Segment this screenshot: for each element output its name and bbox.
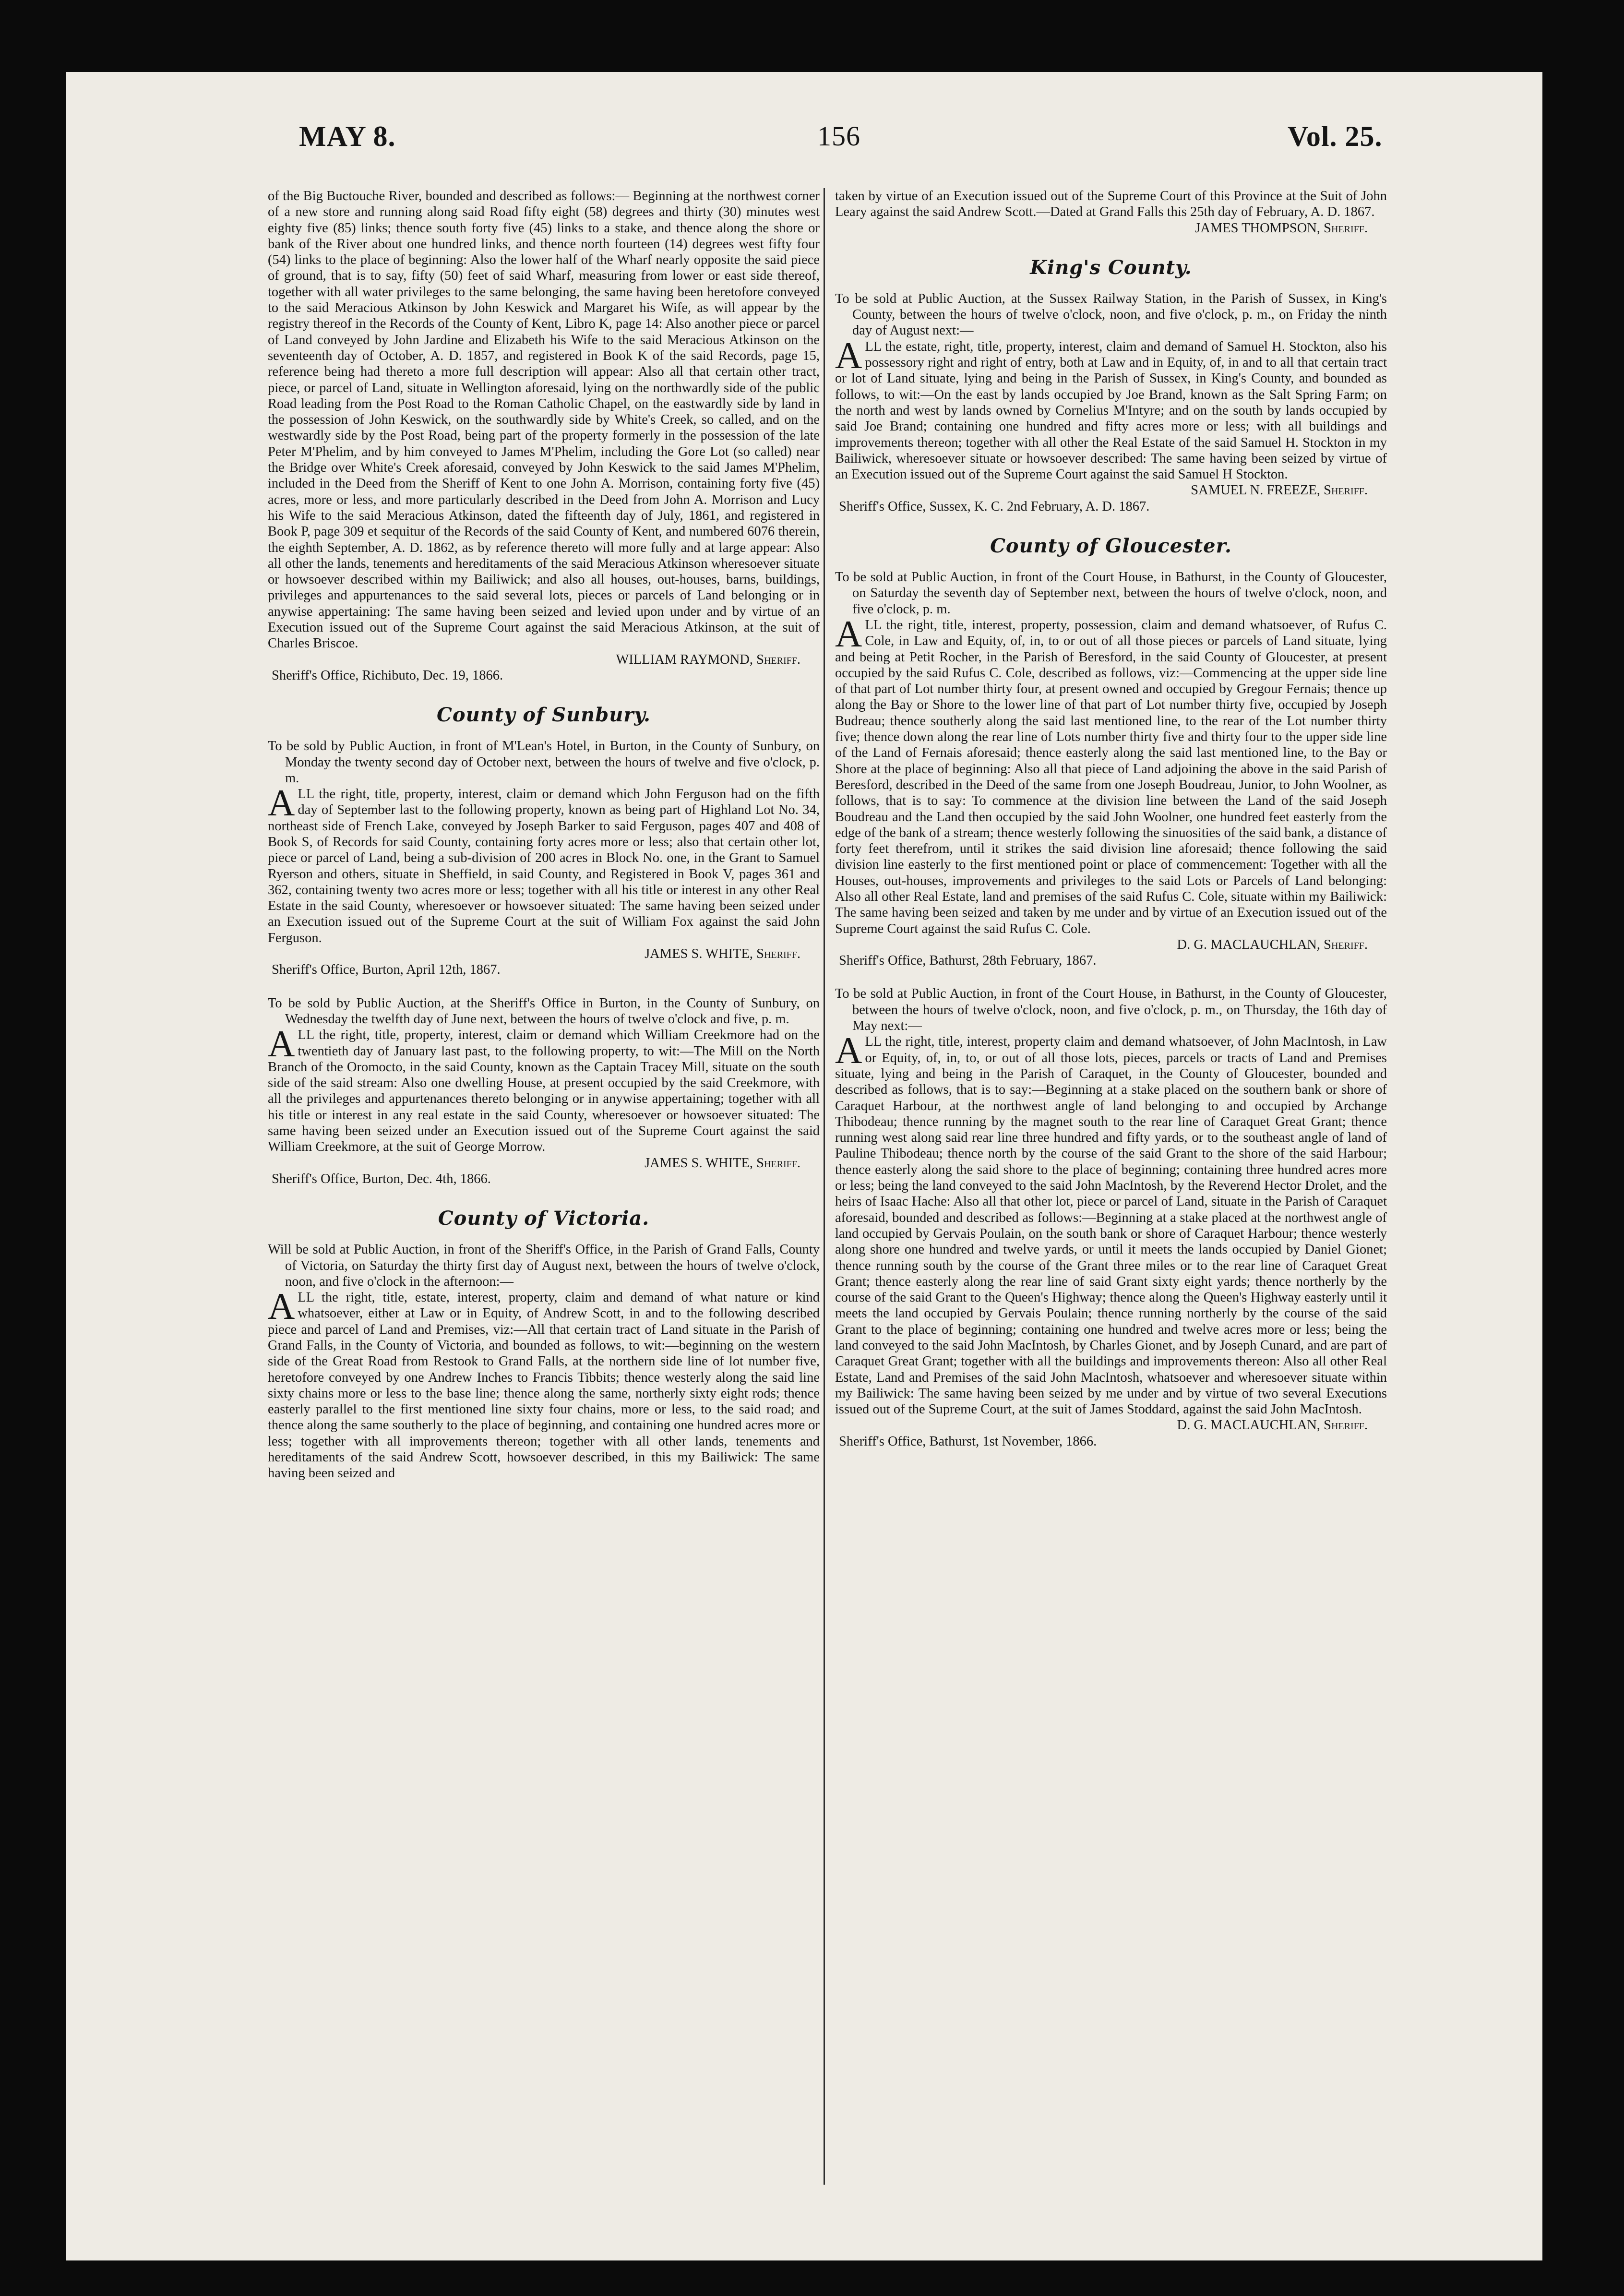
section-title-victoria: County of Victoria. [438, 1207, 650, 1230]
sheriff-office-line: Sheriff's Office, Richibuto, Dec. 19, 1866. [272, 668, 503, 683]
notice-heading: To be sold at Public Auction, at the Sussex Railway Station, in the Parish of Sussex, in King's County, between the hours of twelve o'clock, noon, and five o'clock, p. m., on Friday the ninth day of August next:— [835, 291, 1387, 338]
sale-notice [835, 569, 1387, 969]
notice-heading: To be sold by Public Auction, in front of M'Lean's Hotel, in Burton, in the County of Sunbury, on Monday the twenty second day of October next, between the hours of twelve and five o'clock, p. m. [268, 739, 820, 786]
sheriff-office-line: Sheriff's Office, Bathurst, 28th February, 1867. [839, 953, 1097, 969]
sheriff-signature: JAMES THOMPSON, Sheriff. [1195, 220, 1368, 236]
sheriff-signature: D. G. MACLAUCHLAN, Sheriff. [1177, 937, 1368, 952]
column-divider [824, 188, 825, 2185]
notice-heading: To be sold at Public Auction, in front of the Court House, in Bathurst, in the County of Gloucester, between the hours of twelve o'clock, noon, and five o'clock, p. m., on Thursday, the 16th day of May next:— [835, 986, 1387, 1034]
drop-cap: A [268, 1285, 295, 1327]
drop-cap: A [268, 1023, 295, 1065]
notice-body: LL the right, title, estate, interest, property, claim and demand of what nature or kind whatsoever, either at Law or in Equity, of Andrew Scott, in and to the following described piece and parcel of Land and Premises, viz:—All that certain tract of Land situate in the Parish of Grand Falls, in the County of Victoria, and bounded as follows, to wit:—beginning on the western side of the Great Road from Restook to Grand Falls, at the northern side line of lot number five, heretofore conveyed by one Andrew Inches to Francis Tibbits; thence westerly along the said line sixty chains more or less to the base line; thence along the same, northerly sixty eight rods; thence easterly parallel to the first mentioned line sixty four chains, more or less, to the said road; and thence along the same southerly to the place of beginning, and containing one hundred acres more or less; together with all improvements thereon; together with all other lands, tenements and hereditaments of the said Andrew Scott, howsoever described, in this my Bailiwick: The same having been seized and [268, 1290, 820, 1481]
sheriff-office-line: Sheriff's Office, Bathurst, 1st November, 1866. [839, 1434, 1097, 1449]
page-number: 156 [817, 120, 860, 152]
notice-body: LL the estate, right, title, property, interest, claim and demand of Samuel H. Stockton, also his possessory right and right of entry, both at Law and in Equity, of, in and to all that certain tract or lot of Land situate, lying and being in the Parish of Sussex, in King's County, and bounded as follows, to wit:—On the east by lands occupied by Joe Brand, known as the Salt Spring Farm; on the north and west by lands owned by Cornelius M'Intyre; and on the south by lands occupied by said Joe Brand; containing one hundred and fifty acres more or less; with all buildings and improvements thereon; together with all other the Real Estate of the said Samuel H. Stockton in my Bailiwick, wheresoever situate or howsoever described: The same having been seized by virtue of an Execution issued out of the Supreme Court against the said Samuel H Stockton. [835, 339, 1387, 482]
notice-body: LL the right, title, interest, property, possession, claim and demand whatsoever, of Rufus C. Cole, in Law and Equity, of, in, to or out of all those pieces or parcels of Land situate, lying and being at Petit Rocher, in the Parish of Beresford, in the said County of Gloucester, at present occupied by the said Rufus C. Cole, described as follows, viz:—Commencing at the upper side line of that part of Lot number thirty four, at present owned and occupied by Gregour Fernais; thence up along the Bay or Shore to the lower line of that part of Lot number thirty five, occupied by Joseph Budreau; thence southerly along the said last mentioned line, to the rear of the Lot number thirty five; thence down along the rear line of Lots number thirty five and thirty four to the upper side line of the Land of Fernais aforesaid; thence easterly along the said last mentioned line, to the Bay or Shore at the place of beginning: Also all that piece of Land adjoining the above in the said Parish of Beresford, described in the Deed of the same from one Joseph Boudreau, Junior, to John Woolner, as follows, that is to say: To commence at the division line between the Land of the said Joseph Boudreau and the Land then occupied by the said John Woolner, one hundred feet easterly from the edge of the bank of a stream; thence westerly following the sinuosities of the said bank, a distance of forty feet therefrom, until it strikes the said division line aforesaid; thence following the said division line easterly to the first mentioned point or place of commencement: Together with all the Houses, out-houses, improvements and privileges to the said Lots or Parcels of Land belonging: Also all other Real Estate, land and premises of the said Rufus C. Cole, situate within my Bailiwick: The same having been seized and taken by me under and by virtue of an Execution issued out of the Supreme Court against the said Rufus C. Cole. [835, 617, 1387, 936]
right-column [835, 188, 1387, 2204]
notice-body: LL the right, title, property, interest, claim or demand which John Ferguson had on the fifth day of September last to the following property, known as being part of Highland Lot No. 34, northeast side of French Lake, conveyed by Joseph Barker to said Ferguson, pages 407 and 408 of Book S, of Records for said County, containing forty acres more or less; also that certain other lot, piece or parcel of Land, being a sub-division of 200 acres in Block No. one, in the Grant to Samuel Ryerson and others, situate in Sheffield, in said County, and Registered in Book V, pages 361 and 362, containing twenty two acres more or less; together with all his title or interest in any other Real Estate in the said County, wheresoever or howsoever situated: The same having been seized under an Execution issued out of the Supreme Court at the suit of William Fox against the said John Ferguson. [268, 787, 820, 945]
sale-notice [268, 738, 820, 978]
section-title-kings: King's County. [1030, 256, 1192, 279]
sheriff-office-line: Sheriff's Office, Burton, Dec. 4th, 1866. [272, 1171, 491, 1186]
sale-notice [268, 1242, 820, 1481]
sale-notice [835, 291, 1387, 514]
continued-notice-text: taken by virtue of an Execution issued out of the Supreme Court of this Province at the Suit of John Leary against the said Andrew Scott.—Dated at Grand Falls this 25th day of February, A. D. 1867. [835, 189, 1387, 220]
left-column [268, 188, 820, 2204]
notice-body: LL the right, title, property, interest, claim or demand which William Creekmore had on the twentieth day of January last past, to the following property, to wit:—The Mill on the North Branch of the Oromocto, in the said County, known as the Captain Tracey Mill, situate on the south side of the said stream: Also one dwelling House, at present occupied by the said Creekmore, with all the privileges and appurtenances thereto belonging or in anywise appertaining; together with all his title or interest in any real estate in the said County, wheresoever or howsoever situated: The same having been seized under an Execution issued out of the Supreme Court against the said William Creekmore, at the suit of George Morrow. [268, 1028, 820, 1155]
newspaper-page [66, 72, 1542, 2260]
sheriff-signature: WILLIAM RAYMOND, Sheriff. [616, 652, 800, 667]
drop-cap: A [835, 612, 862, 655]
issue-date: MAY 8. [299, 120, 396, 152]
sheriff-signature: JAMES S. WHITE, Sheriff. [645, 1155, 800, 1171]
page-header [66, 72, 1542, 192]
notice-heading: To be sold at Public Auction, in front of the Court House, in Bathurst, in the County of Gloucester, on Saturday the seventh day of September next, between the hours of twelve o'clock, noon, and five o'clock, p. m. [835, 570, 1387, 617]
sheriff-signature: SAMUEL N. FREEZE, Sheriff. [1191, 483, 1368, 498]
sale-notice [835, 986, 1387, 1449]
drop-cap: A [835, 334, 862, 376]
sheriff-signature: D. G. MACLAUCHLAN, Sheriff. [1177, 1418, 1368, 1433]
notice-heading: Will be sold at Public Auction, in front of the Sheriff's Office, in the Parish of Grand Falls, County of Victoria, on Saturday the thirty first day of August next, between the hours of twelve o'clock, noon, and five o'clock in the afternoon:— [268, 1242, 820, 1289]
sheriff-office-line: Sheriff's Office, Sussex, K. C. 2nd February, A. D. 1867. [839, 499, 1150, 514]
sale-notice [268, 995, 820, 1187]
drop-cap: A [835, 1029, 862, 1072]
volume-number: Vol. 25. [1288, 120, 1383, 152]
notice-heading: To be sold by Public Auction, at the Sheriff's Office in Burton, in the County of Sunbury, on Wednesday the twelfth day of June next, between the hours of twelve o'clock and five, p. m. [268, 995, 820, 1027]
sheriff-office-line: Sheriff's Office, Burton, April 12th, 1867. [272, 962, 501, 978]
section-title-sunbury: County of Sunbury. [437, 704, 651, 727]
notice-body: LL the right, title, interest, property claim and demand whatsoever, of John MacIntosh, in Law or Equity, of, in, to, or out of all those lots, pieces, parcels or tracts of Land and Premises situate, lying and being in the Parish of Caraquet, in the County of Gloucester, bounded and described as follows, that is to say:—Beginning at a stake placed on the southern bank or shore of Caraquet Harbour, at the northwest angle of land belonging to and occupied by Archange Thibodeau; thence running by the magnet south to the rear line of Caraquet Great Grant; thence running west along said rear line three hundred and fifty yards, or to the southeast angle of land of Pauline Thibodeau; thence north by the course of the said Grant to the shore of the said Harbour; thence easterly along the said shore to the place of beginning; containing three hundred acres more or less; being the land conveyed to the said John MacIntosh, by the Reverend Hector Drolet, and the heirs of Isaac Hache: Also all that other lot, piece or parcel of Land, situate in the Parish of Caraquet aforesaid, bounded and described as follows:—Beginning at a stake placed at the northwest angle of land occupied by Gervais Poulain, on the south bank or shore of Caraquet Harbour; thence westerly along shore one hundred and twelve yards, or until it meets the lands occupied by Daniel Gionet; thence running south by the course of the Grant three miles or to the rear line of Caraquet Great Grant; thence easterly along the rear line of said Grant sixty eight yards; thence northerly by the course of the said Grant to the Queen's Highway; thence along the Queen's Highway easterly until it meets the land occupied by Gervais Poulain; thence running northerly by the course of the said Grant to the place of beginning; containing one hundred and twelve acres more or less; being the land conveyed to the said John MacIntosh, by Charles Gionet, and by Joseph Cunard, and are part of Caraquet Great Grant; together with all the buildings and improvements thereon: Also all other Real Estate, Land and Premises of the said John MacIntosh, whatsoever and wheresoever situate within my Bailiwick: The same having been seized by me under and by virtue of two several Executions issued out of the Supreme Court, at the suit of James Stoddard, against the said John MacIntosh. [835, 1034, 1387, 1417]
continued-notice-text: of the Big Buctouche River, bounded and described as follows:— Beginning at the northwest corner of a new store and running along said Road fifty eight (58) degrees and thirty (30) minutes west eighty five (85) links; thence south forty five (45) links to a stake, and thence along the shore or bank of the River about one hundred links, and thence north fourteen (14) degrees west fifty four (54) links to the place of beginning: Also the lower half of the Wharf nearly opposite the said piece of ground, that is to say, fifty (50) feet of said Wharf, measuring from lower or east side thereof, together with all water privileges to the same belonging, the same having been heretofore conveyed to the said Meracious Atkinson by John Keswick and Margaret his Wife, as will appear by the registry thereof in the Records of the County of Kent, Libro K, page 14: Also another piece or parcel of Land conveyed by John Jardine and Elizabeth his Wife to the said Meracious Atkinson on the seventeenth day of October, A. D. 1857, and registered in Book K of the said Records, page 15, reference being had thereto a more full description will appear: Also all that certain other tract, piece, or parcel of Land, situate in Wellington aforesaid, lying on the northwardly side of the public Road leading from the Post Road to the Roman Catholic Chapel, on the eastwardly side by land in the possession of John Keswick, on the southwardly side by White's Creek, so called, and on the westwardly side by the Post Road, being part of the property formerly in the possession of the late Peter M'Phelim, and by him conveyed to James M'Phelim, including the Gore Lot (so called) near the Bridge over White's Creek aforesaid, conveyed by John Keswick to the said James M'Phelim, included in the Deed from the Sheriff of Kent to one John A. Morrison, containing forty five (45) acres, more or less, and more particularly described in the Deed from John A. Morrison and Lucy his Wife to the said Meracious Atkinson, dated the fifteenth day of July, 1861, and registered in Book P, page 309 et sequitur of the Records of the said County of Kent, and numbered 6076 therein, the eighth September, A. D. 1862, as by reference thereto will more fully and at large appear: Also all other the lands, tenements and hereditaments of the said Meracious Atkinson wheresoever situate or howsoever described within my Bailiwick; and also all houses, out-houses, barns, buildings, privileges and appurtenances to the said several lots, pieces or parcels of Land belonging or in anywise appertaining: The same having been seized and levied upon under and by virtue of an Execution issued out of the Supreme Court against the said Meracious Atkinson, at the suit of Charles Briscoe. [268, 189, 820, 651]
drop-cap: A [268, 782, 295, 824]
section-title-gloucester: County of Gloucester. [990, 535, 1232, 558]
sheriff-signature: JAMES S. WHITE, Sheriff. [645, 946, 800, 962]
